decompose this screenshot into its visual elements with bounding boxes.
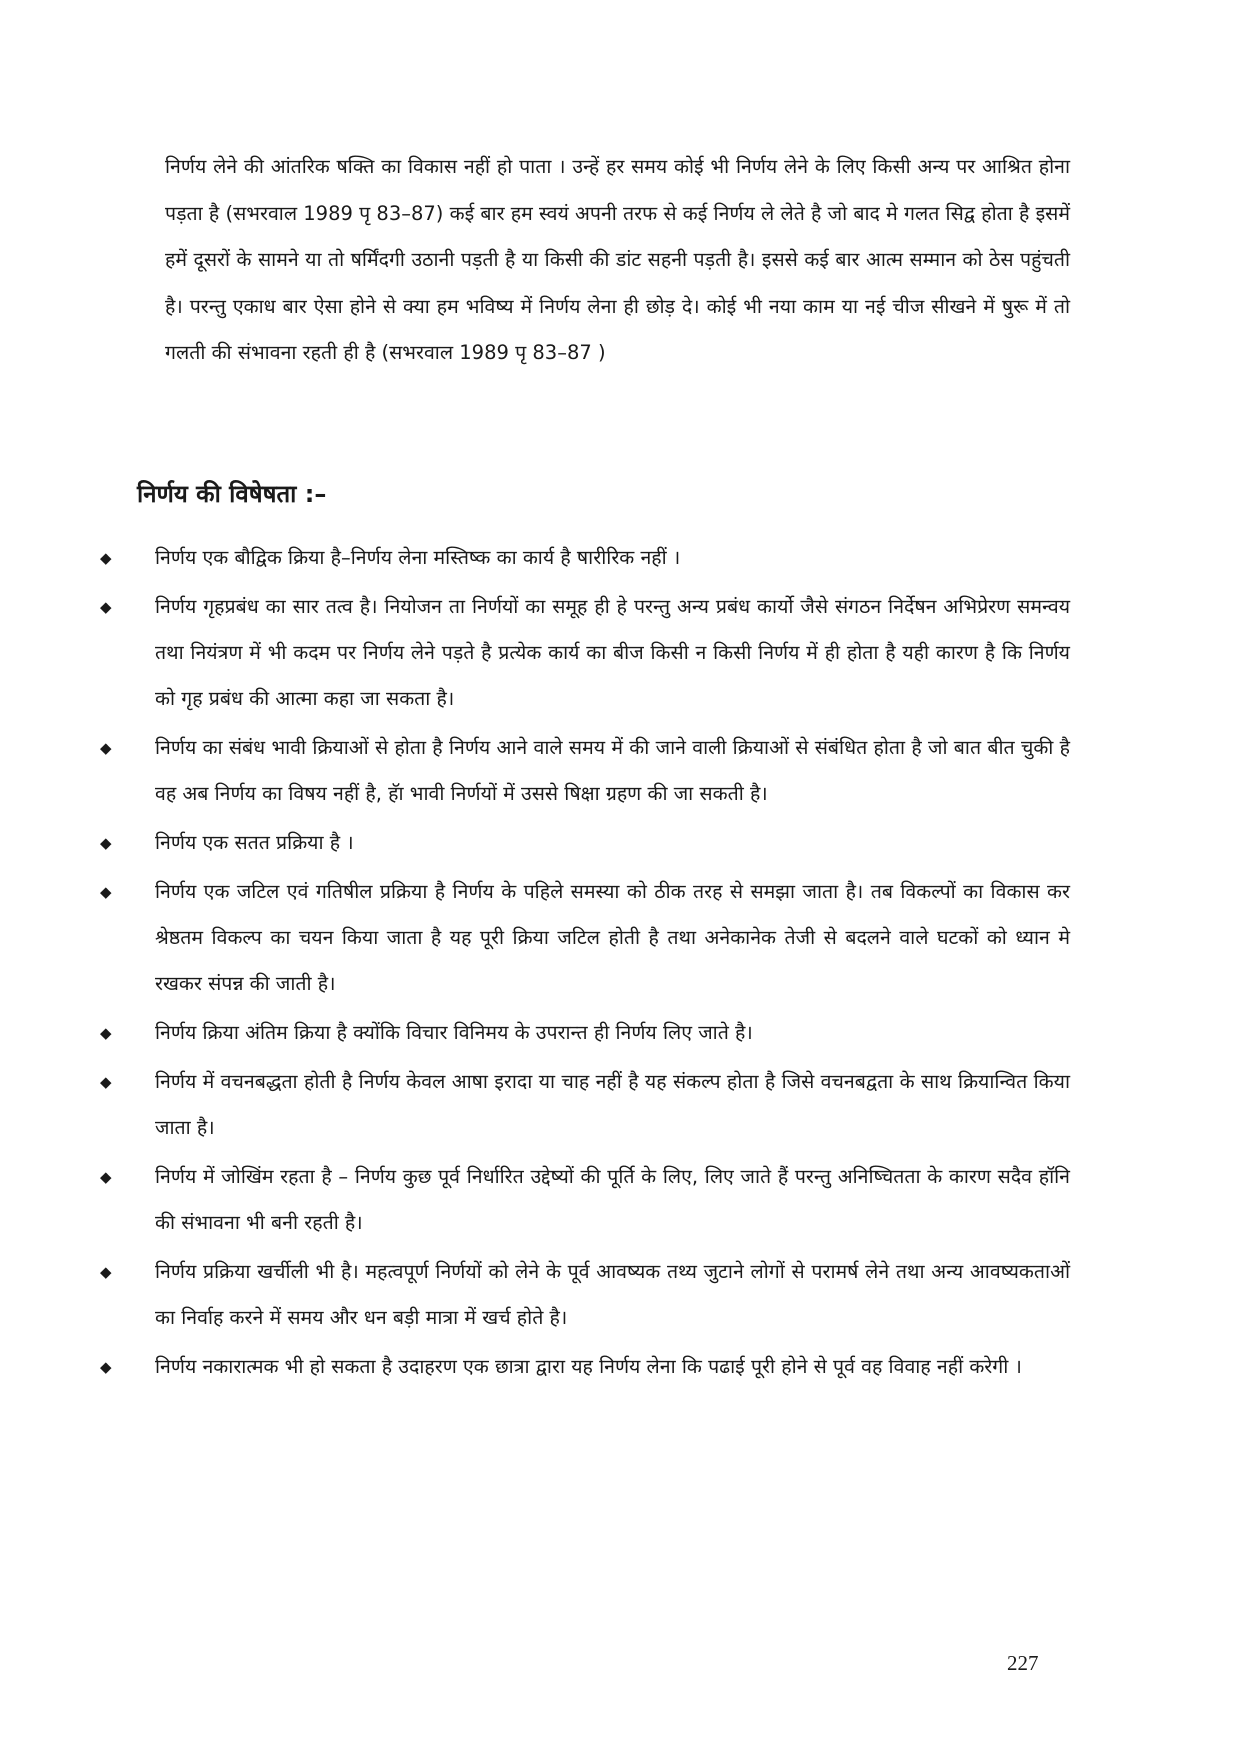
list-item-text: निर्णय एक बौद्विक क्रिया है–निर्णय लेना मस्तिष्क का कार्य है षारीरिक नहीं । <box>155 546 681 569</box>
list-item-text: निर्णय प्रक्रिया खर्चीली भी है। महत्वपूर्ण निर्णयों को लेने के पूर्व आवष्यक तथ्य जुटाने लोगों से परामर्ष लेने तथा अन्य आवष्यकताओं का निर्वाह करने में समय और धन बड़ी मात्रा में खर्च होते है। <box>155 1260 1070 1329</box>
list-item-text: निर्णय एक सतत प्रक्रिया है । <box>155 831 354 854</box>
list-item-text: निर्णय एक जटिल एवं गतिषील प्रक्रिया है निर्णय के पहिले समस्या को ठीक तरह से समझा जाता है। तब विकल्पों का विकास कर श्रेष्ठतम विकल्प का चयन किया जाता है यह पूरी क्रिया जटिल होती है तथा अनेकानेक तेजी से बदलने वाले घटकों को ध्यान मे रखकर संपन्न की जाती है। <box>155 880 1070 995</box>
list-item-text: निर्णय क्रिया अंतिम क्रिया है क्योंकि विचार विनिमय के उपरान्त ही निर्णय लिए जाते है। <box>155 1021 753 1044</box>
list-item <box>100 869 1070 1007</box>
bullet-diamond-icon: ◆ <box>100 1263 112 1281</box>
list-item <box>100 1249 1070 1341</box>
intro-paragraph: निर्णय लेने की आंतरिक षक्ति का विकास नहीं हो पाता । उन्हें हर समय कोई भी निर्णय लेने के लिए किसी अन्य पर आश्रित होना पड़ता है (सभरवाल 1989 पृ 83–87) कई बार हम स्वयं अपनी तरफ से कई निर्णय ले लेते है जो बाद मे गलत सिद्व होता है इसमें हमें दूसरों के सामने या तो षर्मिंदगी उठानी पड़ती है या किसी की डांट सहनी पड़ती है। इससे कई बार आत्म सम्मान को ठेस पहुंचती है। परन्तु एकाध बार ऐसा होने से क्या हम भविष्य में निर्णय लेना ही छोड़ दे। कोई भी नया काम या नई चीज सीखने में षुरू में तो गलती की संभावना रहती ही है (सभरवाल 1989 पृ 83–87 ) <box>165 155 1070 364</box>
list-item-text: निर्णय में जोखिंम रहता है – निर्णय कुछ पूर्व निर्धारित उद्देष्यों की पूर्ति के लिए, लिए जाते हैं परन्तु अनिष्चितता के कारण सदैव हॉनि की संभावना भी बनी रहती है। <box>155 1165 1070 1234</box>
bullet-diamond-icon: ◆ <box>100 598 112 616</box>
page-number: 227 <box>1007 1651 1039 1675</box>
bullet-diamond-icon: ◆ <box>100 834 112 852</box>
list-item-text: निर्णय गृहप्रबंध का सार तत्व है। नियोजन ता निर्णयों का समूह ही हे परन्तु अन्य प्रबंध कार्यो जैसे संगठन निर्देषन अभिप्रेरण समन्वय तथा नियंत्रण में भी कदम पर निर्णय लेने पड़ते है प्रत्येक कार्य का बीज किसी न किसी निर्णय में ही होता है यही कारण है कि निर्णय को गृह प्रबंध की आत्मा कहा जा सकता है। <box>155 595 1070 710</box>
list-item <box>100 1059 1070 1151</box>
bullet-diamond-icon: ◆ <box>100 1168 112 1186</box>
list-item-text: निर्णय में वचनबद्धता होती है निर्णय केवल आषा इरादा या चाह नहीं है यह संकल्प होता है जिसे वचनबद्वता के साथ क्रियान्वित किया जाता है। <box>155 1070 1070 1139</box>
section-heading: निर्णय की विषेषता :– <box>137 480 327 508</box>
list-item-text: निर्णय नकारात्मक भी हो सकता है उदाहरण एक छात्रा द्वारा यह निर्णय लेना कि पढाई पूरी होने से पूर्व वह विवाह नहीं करेगी । <box>155 1355 1022 1378</box>
list-item <box>100 535 1070 581</box>
list-item <box>100 820 1070 866</box>
bullet-diamond-icon: ◆ <box>100 739 112 757</box>
bullet-diamond-icon: ◆ <box>100 1024 112 1042</box>
list-item <box>100 1154 1070 1246</box>
list-item <box>100 725 1070 817</box>
bullet-diamond-icon: ◆ <box>100 883 112 901</box>
list-item <box>100 584 1070 722</box>
list-item <box>100 1010 1070 1056</box>
bullet-diamond-icon: ◆ <box>100 1073 112 1091</box>
bullet-diamond-icon: ◆ <box>100 1358 112 1376</box>
list-item <box>100 1344 1070 1390</box>
list-item-text: निर्णय का संबंध भावी क्रियाओं से होता है निर्णय आने वाले समय में की जाने वाली क्रियाओं से संबंधित होता है जो बात बीत चुकी है वह अब निर्णय का विषय नहीं है, हॅा भावी निर्णयों में उससे षिक्षा ग्रहण की जा सकती है। <box>155 736 1070 805</box>
bullet-diamond-icon: ◆ <box>100 549 112 567</box>
characteristics-list <box>100 535 1070 1393</box>
